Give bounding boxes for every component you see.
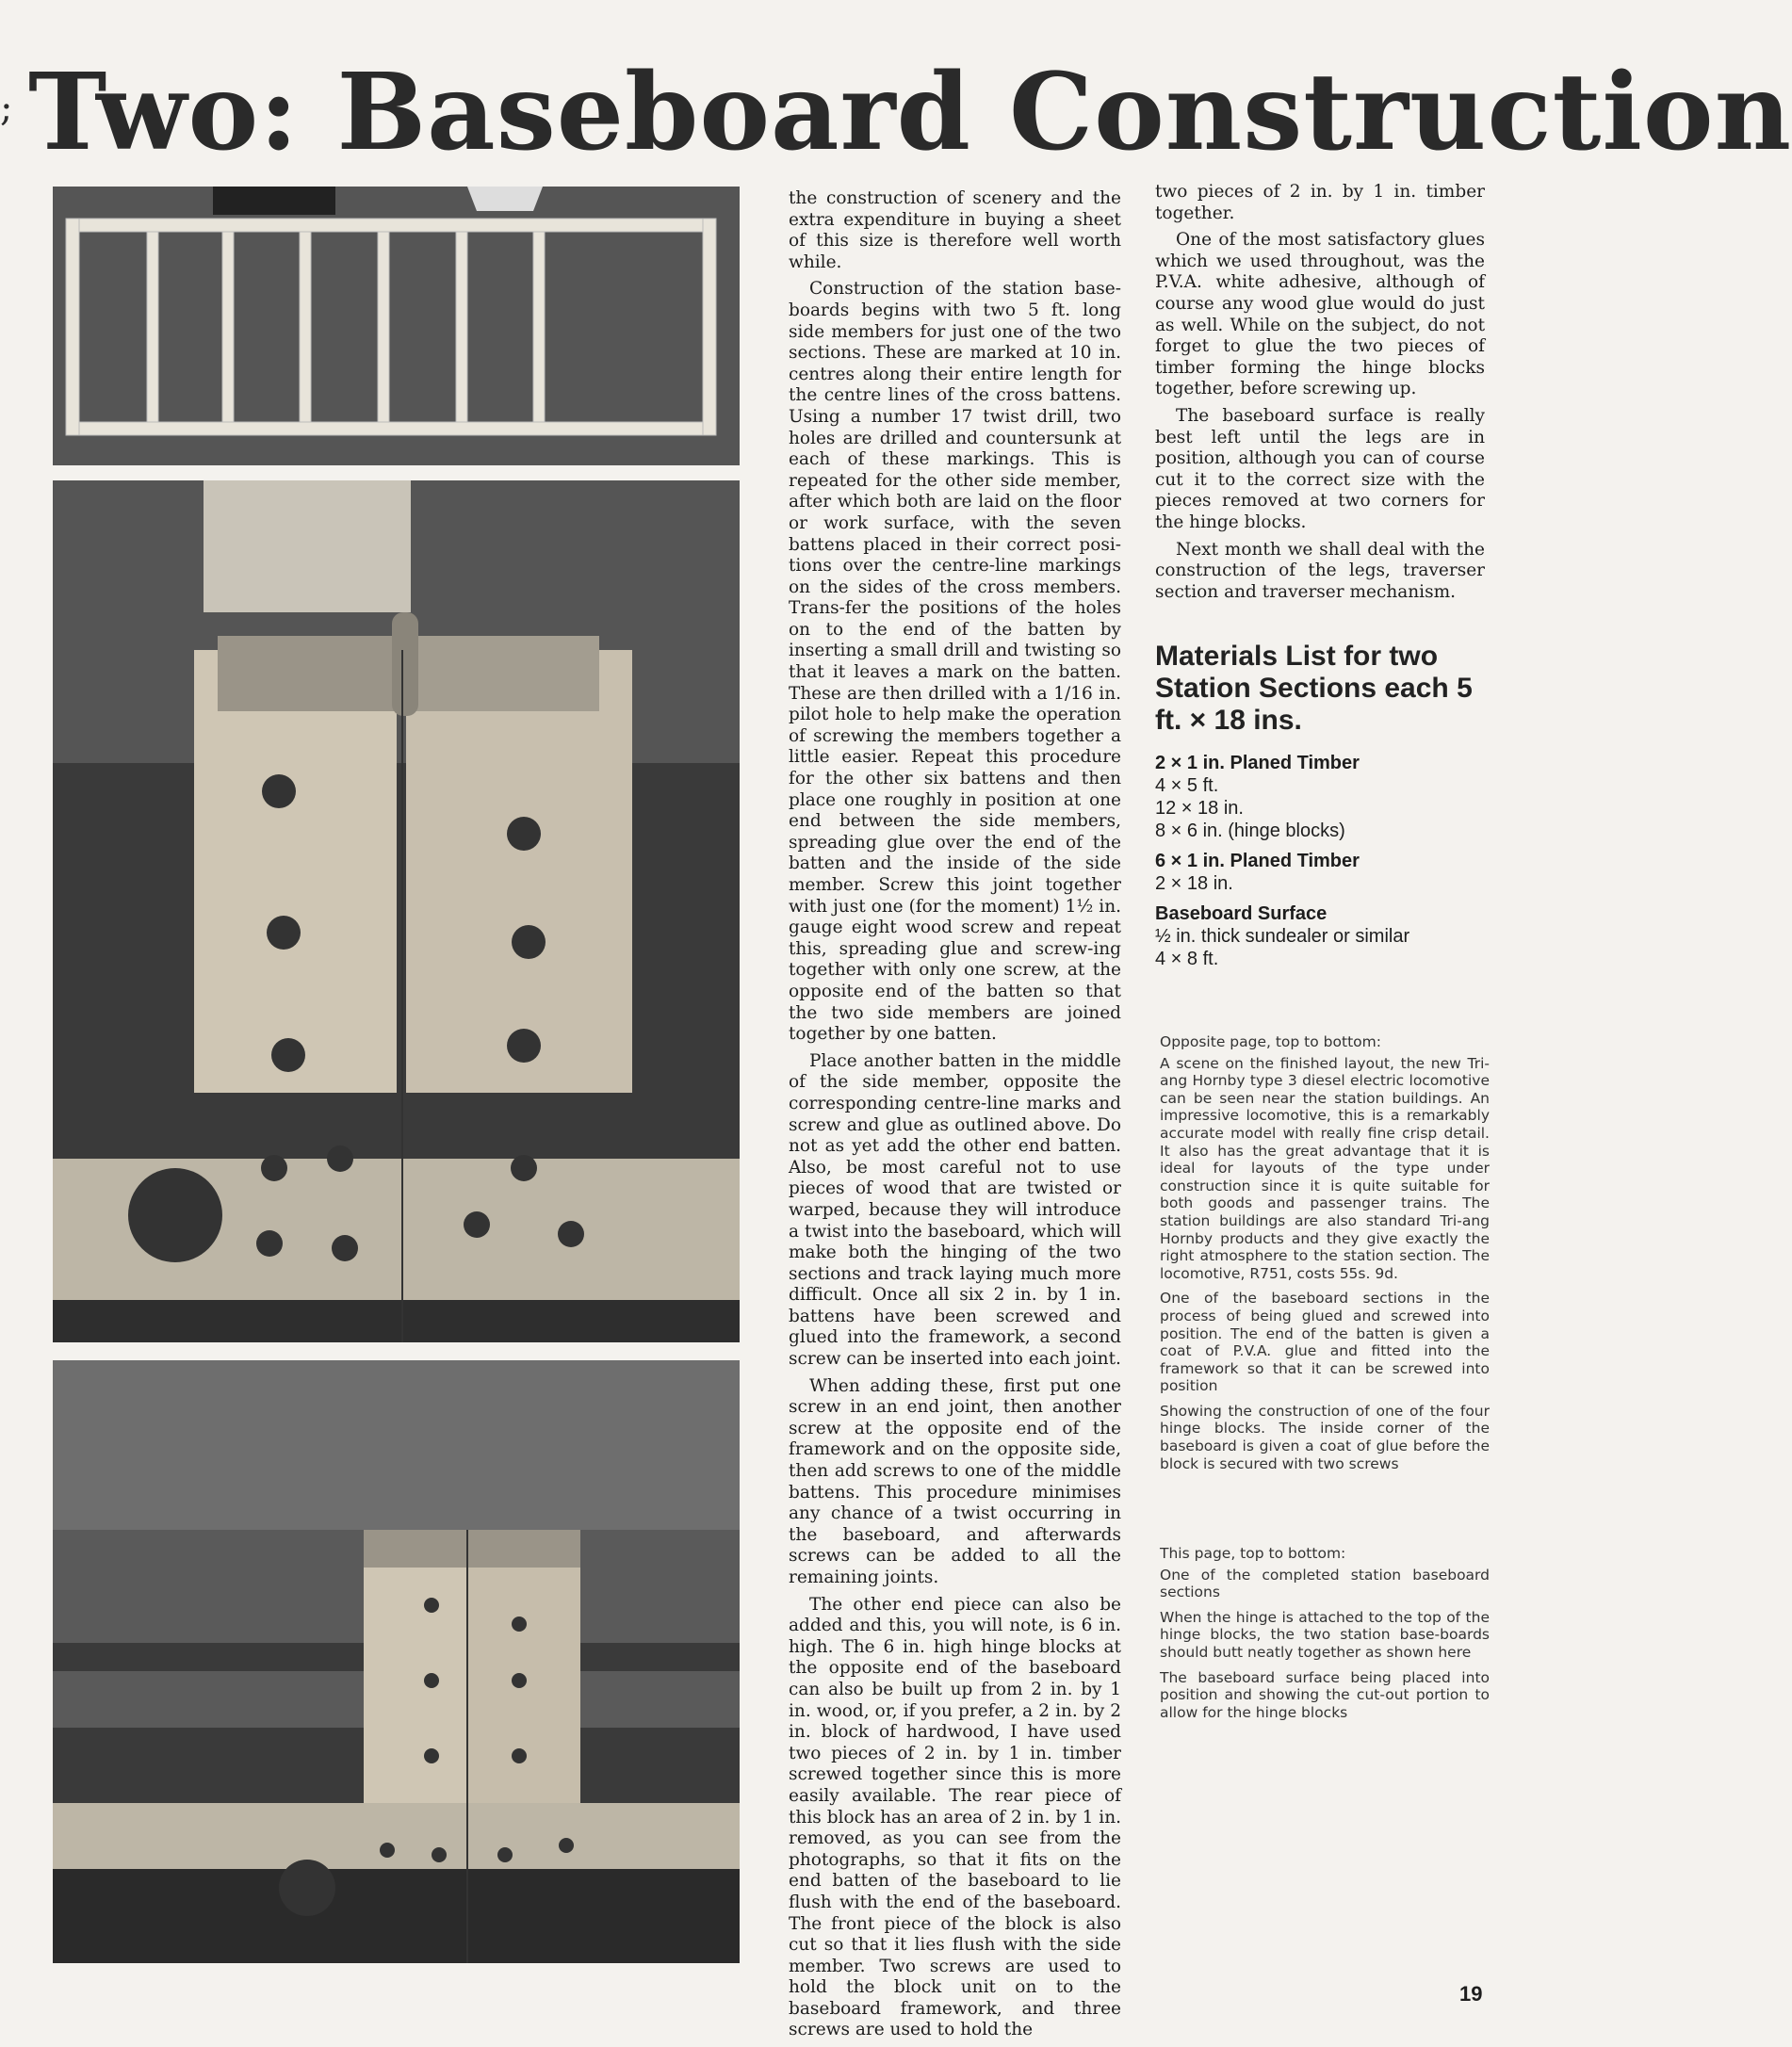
caption-lead: Opposite page, top to bottom:	[1160, 1033, 1381, 1050]
caption: The baseboard surface being placed into position and showing the cut-out portion to allow for the hinge blocks	[1160, 1668, 1490, 1721]
body-paragraph: The baseboard surface is really best left until the legs are in position, although you can of course cut it to the correct size with the pieces removed at two corners for the hinge blocks.	[1155, 405, 1485, 532]
hinge-blocks-image	[53, 480, 740, 1342]
materials-item: 12 × 18 in.	[1155, 798, 1244, 819]
materials-item: 4 × 5 ft.	[1155, 775, 1219, 796]
materials-item: ½ in. thick sundealer or similar	[1155, 926, 1410, 947]
body-paragraph: When adding these, first put one screw in an end joint, then another screw at the opposite end of the framework and on the opposite side, then add screws to one of the middle battens. This procedure minimises any chance of a twist occurring in the baseboard, and afterwards screws can be added to all the remaining joints.	[789, 1375, 1121, 1587]
caption: One of the baseboard sections in the process of being glued and screwed into position. The end of the batten is given a coat of P.V.A. glue and fitted into the framework so that it can be screwed into position	[1160, 1290, 1490, 1395]
caption-lead: This page, top to bottom:	[1160, 1545, 1346, 1562]
caption: A scene on the finished layout, the new Tri-ang Hornby type 3 diesel electric locomotive can be seen near the station buildings. An impressive locomotive, this is a remarkably accurate model with really fine crisp detail. It also has the great advantage that it is ideal for layouts of the type under construction since it is quite suitable for both goods and passenger trains. The station buildings are also standard Tri-ang Hornby products and they give exactly the right atmosphere to the station section. The locomotive, R751, costs 55s. 9d.	[1160, 1054, 1490, 1282]
materials-group	[1155, 902, 1504, 970]
photo-hinge-blocks	[53, 480, 740, 1342]
photo-baseboard-surface	[53, 1360, 740, 1963]
body-paragraph: the construction of scenery and the extra expenditure in buying a sheet of this size is therefore well worth while.	[789, 188, 1121, 272]
captions-opposite-page	[1160, 1033, 1490, 1480]
body-column-right	[1155, 182, 1485, 609]
photo-baseboard-frame	[53, 187, 740, 465]
materials-heading: 6 × 1 in. Planed Timber	[1155, 851, 1360, 871]
body-paragraph: Construction of the station base-boards begins with two 5 ft. long side members for just one of the two sections. These are marked at 10 in. centres along their entire length for the centre lines of the cross battens. Using a number 17 twist drill, two holes are drilled and countersunk at each of these markings. This is repeated for the other side member, after which both are laid on the floor or work surface, with the seven battens placed in their correct posi-tions over the centre-line markings on the sides of the cross members. Trans-fer the positions of the holes on to the end of the batten by inserting a small drill and twisting so that it leaves a mark on the batten. These are then drilled with a 1/16 in. pilot hole to help make the operation of screwing the members together a little easier. Repeat this procedure for the other six battens and then place one roughly in position at one end between the side members, spreading glue over the end of the batten and the inside of the side member. Screw this joint together with just one (for the moment) 1½ in. gauge eight wood screw and repeat this, spreading glue and screw-ing together with only one screw, at the opposite end of the batten so that the two side members are joined together by one batten.	[789, 279, 1121, 1045]
body-column-middle	[789, 188, 1121, 2047]
body-paragraph: Next month we shall deal with the construction of the legs, traverser section and traverser mechanism.	[1155, 539, 1485, 602]
body-paragraph: The other end piece can also be added and this, you will note, is 6 in. high. The 6 in. high hinge blocks at the opposite end of the baseboard can also be built up from 2 in. by 1 in. wood, or, if you prefer, a 2 in. by 2 in. block of hardwood, I have used two pieces of 2 in. by 1 in. timber screwed together since this is more easily available. The rear piece of this block has an area of 2 in. by 1 in. removed, as you can see from the photographs, so that it fits on the end batten of the baseboard to lie flush with the end of the baseboard. The front piece of the block is also cut so that it lies flush with the side member. Two screws are used to hold the block unit on to the baseboard framework, and three screws are used to hold the	[789, 1594, 1121, 2040]
materials-item: 8 × 6 in. (hinge blocks)	[1155, 820, 1345, 841]
baseboard-surface-image	[53, 1360, 740, 1963]
page-title: Two: Baseboard Construction	[28, 51, 1792, 174]
caption: One of the completed station baseboard sections	[1160, 1566, 1490, 1601]
caption: Showing the construction of one of the four hinge blocks. The inside corner of the baseboard is given a coat of glue before the block is secured with two screws	[1160, 1402, 1490, 1472]
materials-group	[1155, 752, 1504, 842]
materials-group	[1155, 850, 1504, 895]
page-number: 19	[1459, 1982, 1483, 2006]
materials-title: Materials List for two Station Sections each 5 ft. × 18 ins.	[1155, 641, 1473, 736]
body-paragraph: Place another batten in the middle of the side member, opposite the corresponding centre-line marks and screw and glue as outlined above. Do not as yet add the other end batten. Also, be most careful not to use pieces of wood that are twisted or warped, because they will introduce a twist into the baseboard, which will make both the hinging of the two sections and track laying much more difficult. Once all six 2 in. by 1 in. battens have been screwed and glued into the framework, a second screw can be inserted into each joint.	[789, 1050, 1121, 1370]
body-paragraph: One of the most satisfactory glues which we used throughout, was the P.V.A. white adhesive, although of course any wood glue would do just as well. While on the subject, do not forget to glue the two pieces of timber forming the hinge blocks together, before screwing up.	[1155, 230, 1485, 399]
captions-this-page	[1160, 1545, 1490, 1729]
materials-heading: Baseboard Surface	[1155, 903, 1328, 924]
materials-item: 4 × 8 ft.	[1155, 949, 1219, 969]
materials-heading: 2 × 1 in. Planed Timber	[1155, 753, 1360, 773]
materials-list	[1155, 641, 1504, 978]
page-edge-mark: ;	[0, 87, 13, 130]
caption: When the hinge is attached to the top of the hinge blocks, the two station base-boards should butt neatly together as shown here	[1160, 1608, 1490, 1661]
materials-item: 2 × 18 in.	[1155, 873, 1233, 894]
baseboard-frame-image	[53, 187, 740, 465]
body-paragraph: two pieces of 2 in. by 1 in. timber together.	[1155, 182, 1485, 223]
